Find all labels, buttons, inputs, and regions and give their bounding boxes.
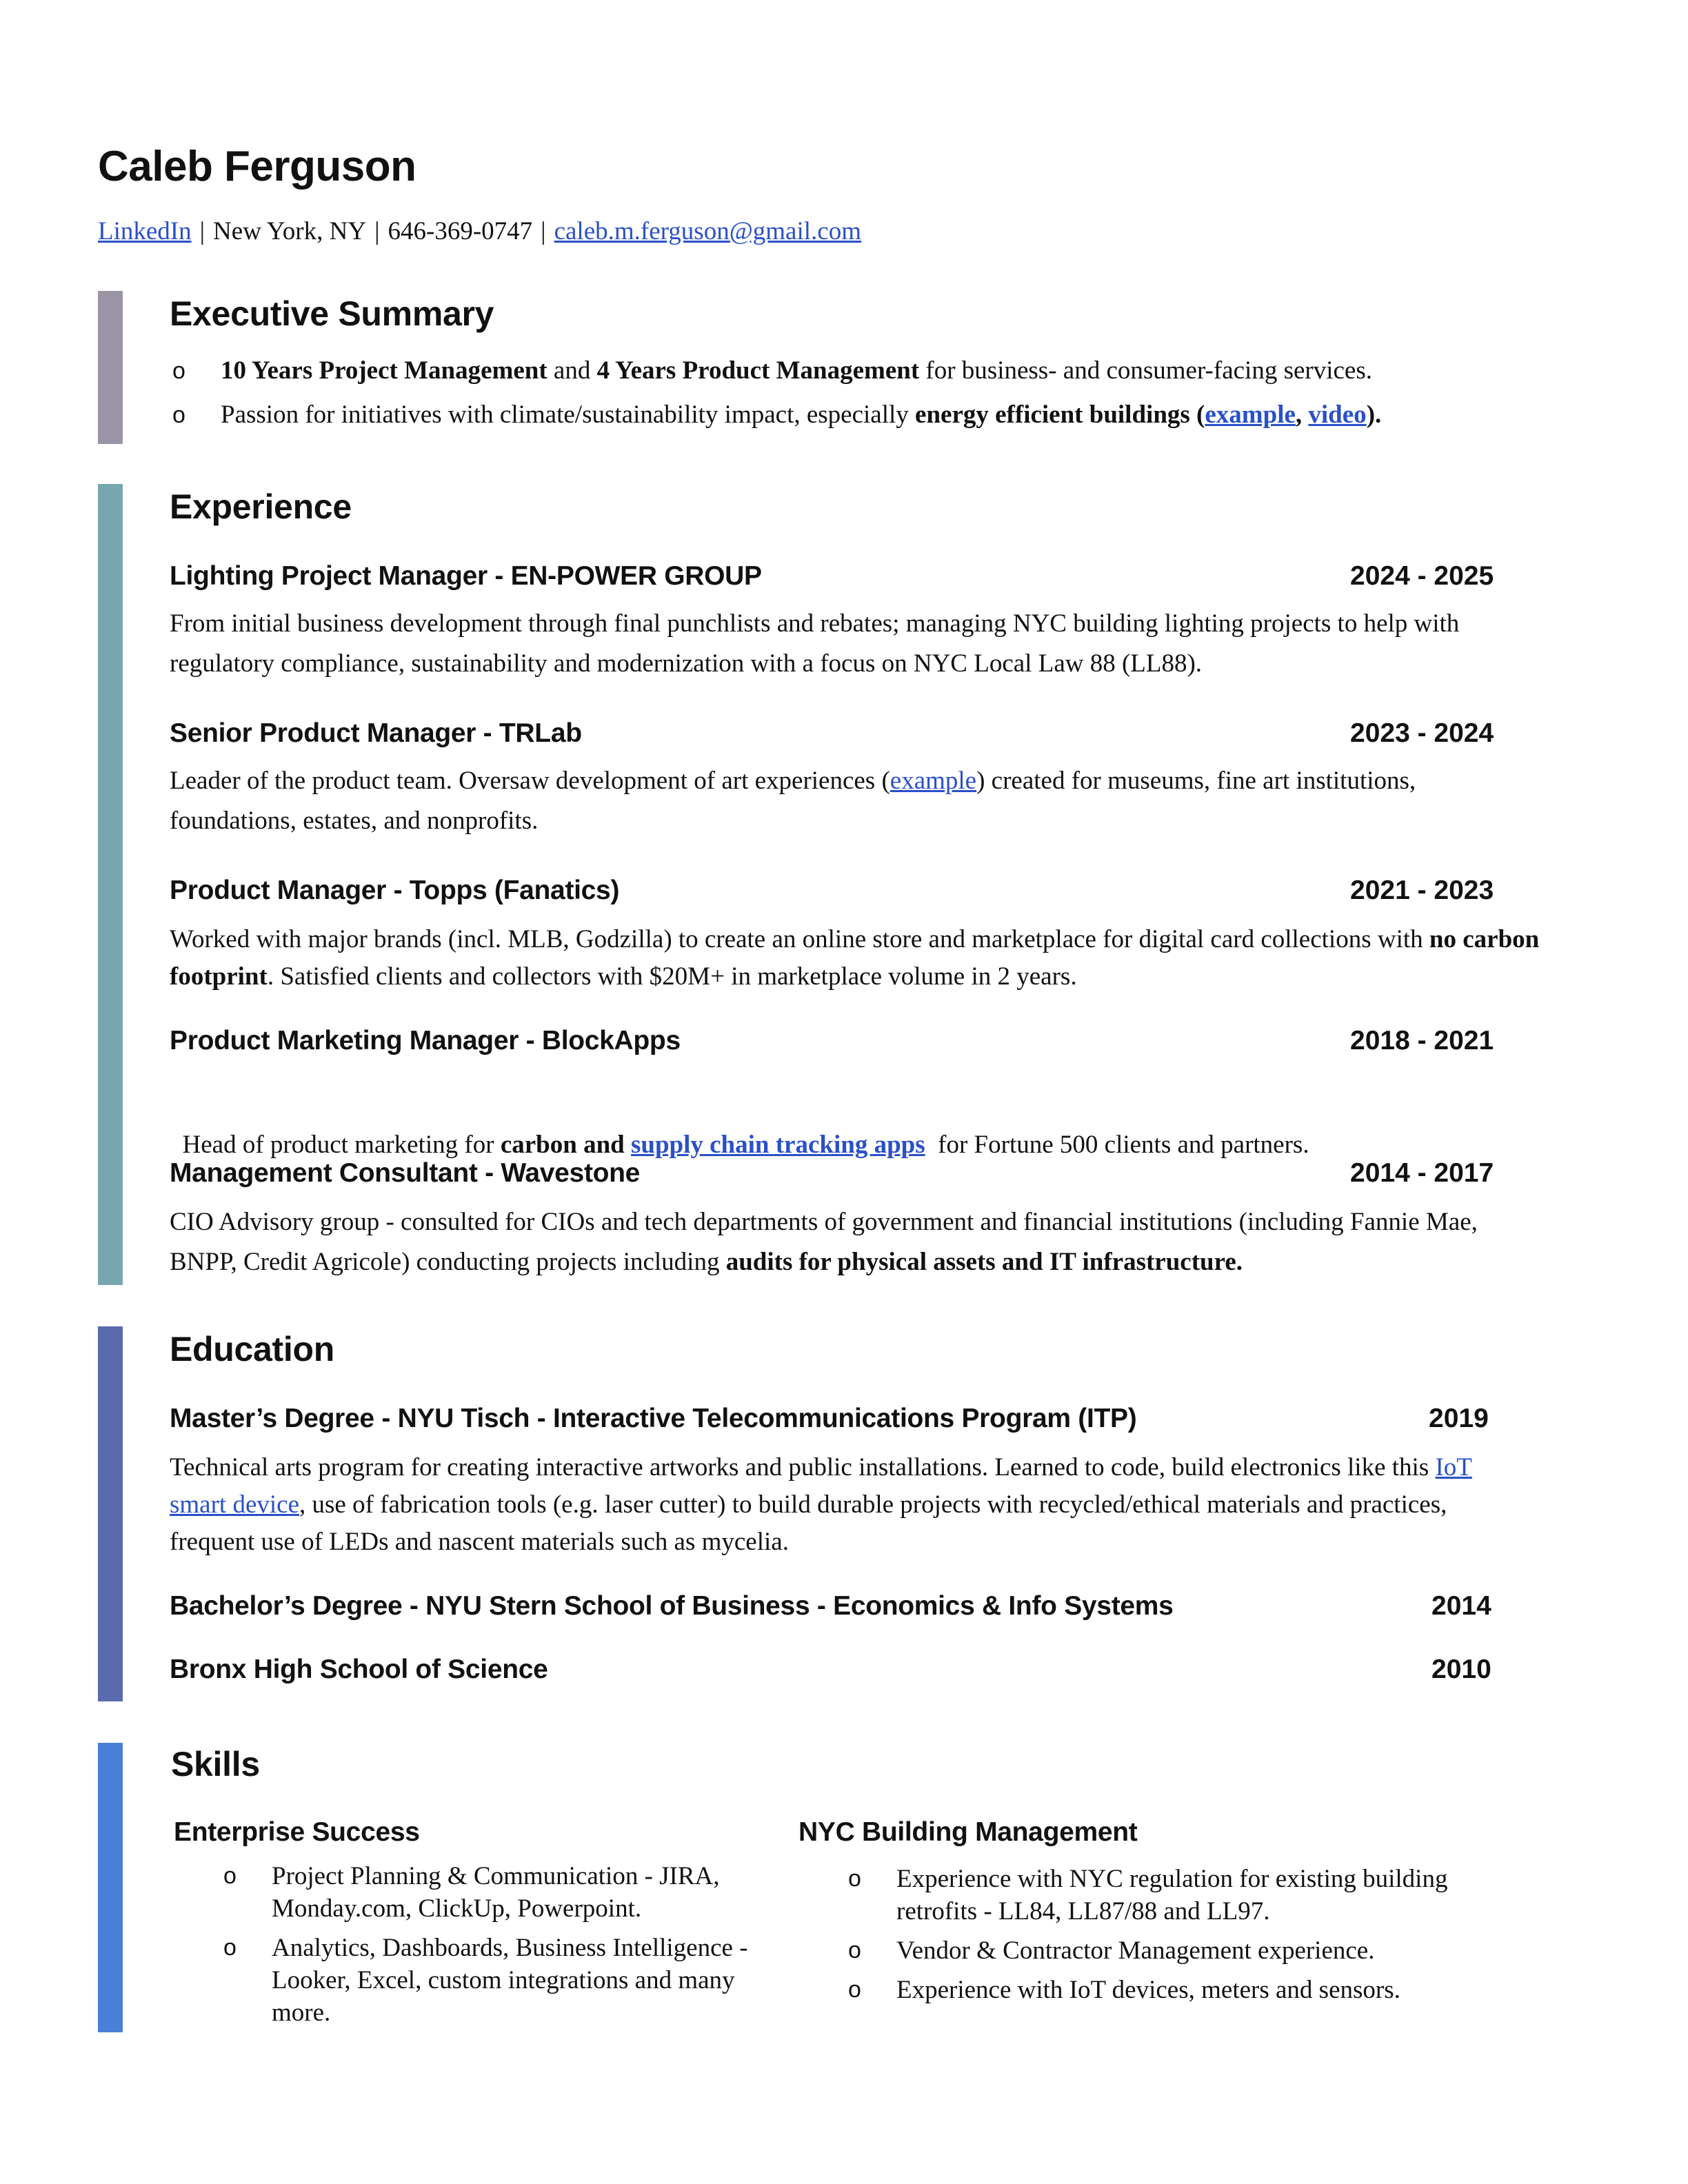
bullet-icon: o: [223, 1863, 237, 1889]
bold-text: 10 Years Project Management: [221, 356, 547, 385]
bullet-icon: o: [223, 1934, 237, 1961]
skill-text: Experience with IoT devices, meters and sensors.: [896, 1976, 1400, 2004]
email-link[interactable]: caleb.m.ferguson@gmail.com: [554, 217, 861, 245]
skills-accent-bar: [98, 1743, 123, 2032]
bold-text: no carbon footprint: [170, 925, 1540, 991]
job-title: Senior Product Manager - TRLab: [170, 718, 582, 748]
skills-list-building: [848, 1863, 1469, 2013]
section-title-education: Education: [170, 1330, 334, 1368]
iot-device-link[interactable]: IoT smart device: [170, 1453, 1472, 1519]
job-dates: 2023 - 2024: [1350, 718, 1494, 748]
job-title: Product Manager - Topps (Fanatics): [170, 876, 620, 905]
text: Technical arts program for creating interactive artworks and public installations. Learned to code, build electronics like this: [170, 1453, 1436, 1482]
separator: |: [199, 217, 205, 245]
list-item: [848, 1974, 1469, 2006]
job-description: [170, 1085, 1549, 1165]
job-title: Lighting Project Manager - EN-POWER GROUP: [170, 561, 762, 591]
skill-text: Vendor & Contractor Management experience.: [896, 1937, 1375, 1965]
job-description: From initial business development through final punchlists and rebates; managing NYC building lighting projects to help with regulatory compliance, sustainability and modernization with a focus on NYC Local Law 88 (LL88).: [170, 609, 1460, 678]
list-item: [170, 349, 1381, 393]
degree-title: Bachelor’s Degree - NYU Stern School of Business - Economics & Info Systems: [170, 1591, 1174, 1621]
bullet-icon: o: [172, 358, 185, 384]
list-item: [848, 1863, 1469, 1928]
job-description: [170, 1202, 1542, 1282]
summary-accent-bar: [98, 291, 123, 444]
skills-list-enterprise: [223, 1860, 796, 2036]
skill-text: Experience with NYC regulation for existing building retrofits - LL84, LL87/88 and LL97.: [896, 1865, 1448, 1925]
text: ) created for museums, fine art institutions, foundations, estates, and nonprofits.: [170, 767, 1416, 835]
bullet-icon: o: [848, 1976, 861, 2003]
degree-title: Master’s Degree - NYU Tisch - Interactive Telecommunications Program (ITP): [170, 1404, 1137, 1433]
section-title-executive-summary: Executive Summary: [170, 294, 494, 333]
bold-text: energy efficient buildings (: [915, 401, 1205, 429]
summary-bullets: [170, 349, 1381, 437]
example-link[interactable]: example: [1205, 401, 1296, 429]
school-year: 2010: [1431, 1655, 1491, 1684]
section-title-skills: Skills: [171, 1745, 260, 1783]
bold-text: ).: [1366, 401, 1382, 429]
phone-number: 646-369-0747: [388, 217, 533, 245]
location: New York, NY: [213, 217, 367, 245]
job-dates: 2018 - 2021: [1350, 1026, 1494, 1055]
text: CIO Advisory group - consulted for CIOs and tech departments of government and financial institutions (including Fannie Mae, BNPP, Credit Agricole) conducting projects including: [170, 1208, 1478, 1276]
supply-chain-link[interactable]: supply chain tracking apps: [630, 1131, 925, 1159]
degree-description: [170, 1449, 1473, 1561]
bullet-icon: o: [848, 1866, 861, 1892]
candidate-name: Caleb Ferguson: [98, 143, 416, 190]
bold-text: 4 Years Product Management: [596, 356, 920, 385]
text: for business- and consumer-facing services.: [919, 356, 1372, 385]
list-item: [223, 1860, 796, 1925]
list-item: [223, 1932, 796, 2029]
skills-column-heading: Enterprise Success: [174, 1817, 420, 1847]
separator: |: [541, 217, 546, 245]
skills-column-heading: NYC Building Management: [798, 1817, 1138, 1847]
job-dates: 2014 - 2017: [1350, 1158, 1494, 1188]
video-link[interactable]: video: [1308, 401, 1367, 429]
degree-year: 2019: [1429, 1404, 1489, 1433]
job-dates: 2021 - 2023: [1350, 876, 1494, 905]
section-title-experience: Experience: [170, 487, 352, 526]
text: Head of product marketing for: [182, 1131, 501, 1159]
skill-text: Project Planning & Communication - JIRA, Monday.com, ClickUp, Powerpoint.: [272, 1862, 720, 1923]
degree-year: 2014: [1431, 1591, 1491, 1621]
text: and: [547, 356, 597, 385]
bold-text: audits for physical assets and IT infrastructure.: [725, 1248, 1243, 1276]
contact-line: [98, 216, 861, 246]
bullet-icon: o: [172, 402, 185, 428]
bold-text: carbon and: [500, 1131, 631, 1159]
education-accent-bar: [98, 1326, 123, 1701]
text: . Satisfied clients and collectors with $20M+ in marketplace volume in 2 years.: [267, 962, 1077, 991]
text: Worked with major brands (incl. MLB, Godzilla) to create an online store and marketplace for digital card collections with: [170, 925, 1429, 953]
skill-text: Analytics, Dashboards, Business Intelligence - Looker, Excel, custom integrations and many more.: [272, 1934, 748, 2027]
text: Leader of the product team. Oversaw development of art experiences (: [170, 767, 890, 795]
bullet-icon: o: [848, 1937, 861, 1963]
school-title: Bronx High School of Science: [170, 1655, 548, 1684]
list-item: [848, 1934, 1469, 1967]
linkedin-link[interactable]: LinkedIn: [98, 217, 192, 245]
job-title: Management Consultant - Wavestone: [170, 1158, 641, 1188]
experience-accent-bar: [98, 484, 123, 1285]
list-item: [170, 393, 1381, 437]
separator: |: [374, 217, 380, 245]
text: , use of fabrication tools (e.g. laser cutter) to build durable projects with recycled/ethical materials and practices, frequent use of LEDs and nascent materials such as mycelia.: [170, 1490, 1447, 1556]
example-link[interactable]: example: [890, 767, 977, 795]
bold-text: ,: [1295, 401, 1309, 429]
job-dates: 2024 - 2025: [1350, 561, 1494, 591]
text: for Fortune 500 clients and partners.: [925, 1131, 1309, 1159]
job-title: Product Marketing Manager - BlockApps: [170, 1026, 681, 1055]
job-description: [170, 761, 1494, 841]
job-description: [170, 921, 1549, 995]
text: Passion for initiatives with climate/sustainability impact, especially: [221, 401, 916, 429]
